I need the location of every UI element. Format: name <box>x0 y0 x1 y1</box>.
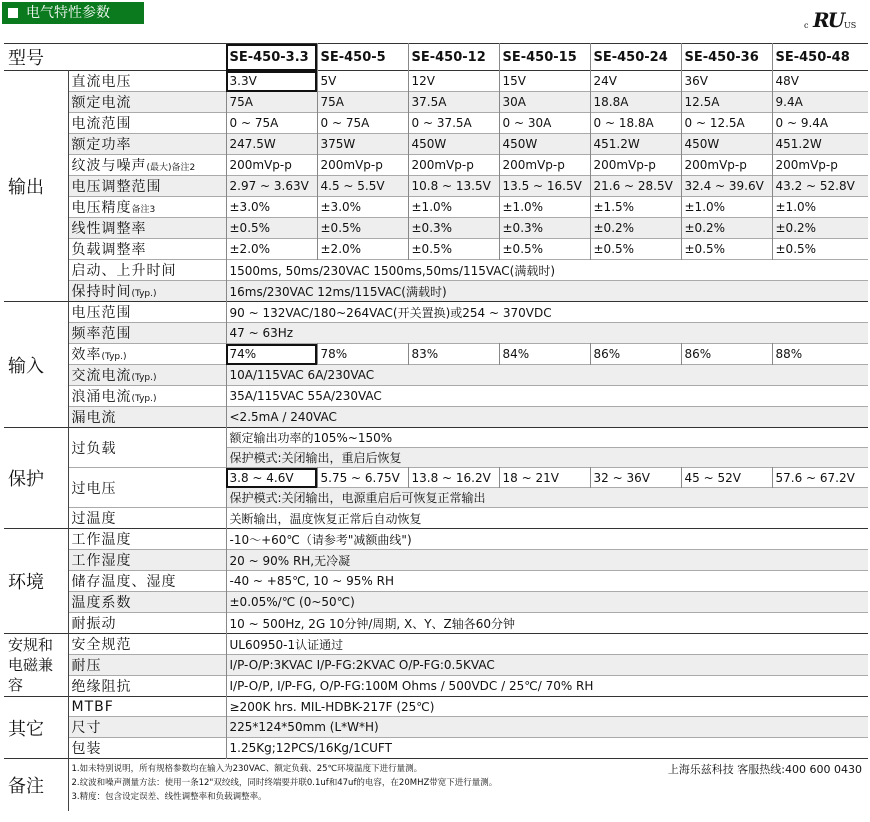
tolerance-value: ±1.0% <box>499 197 590 218</box>
overvoltage-value: 32 ~ 36V <box>590 468 681 488</box>
ripple-value: 200mVp-p <box>772 155 868 176</box>
model-name: SE-450-15 <box>499 44 590 71</box>
load-reg-value: ±0.5% <box>499 239 590 260</box>
mtbf-label <box>68 697 226 717</box>
dimension-value: 225*124*50mm (L*W*H) <box>226 717 868 738</box>
note-line: 2.纹波和噪声测量方法：使用一条12"双绞线，同时终端要并联0.1uf和47uf的电容，在20MHZ带宽下进行量测。 <box>71 778 498 788</box>
current-range-value: 0 ~ 9.4A <box>772 113 868 134</box>
work-humidity-label <box>68 550 226 571</box>
frequency-range-label-text: 频率范围 <box>71 326 132 342</box>
load-reg-label <box>68 239 226 260</box>
table-row <box>4 717 868 738</box>
table-row <box>4 134 868 155</box>
isolation-resistance-label-text: 绝缘阻抗 <box>71 679 132 695</box>
safety-standards-label <box>68 634 226 655</box>
overload-mode: 保护模式:关闭输出，重启后恢复 <box>226 448 868 468</box>
setup-time-label-text: 启动、上升时间 <box>71 263 177 279</box>
load-reg-value: ±0.5% <box>681 239 772 260</box>
table-row <box>4 197 868 218</box>
dimension-label <box>68 717 226 738</box>
table-row <box>4 302 868 323</box>
table-row <box>4 407 868 428</box>
ripple-label-note: (最大)备注2 <box>146 163 196 173</box>
rated-power-value: 450W <box>408 134 499 155</box>
line-reg-value: ±0.2% <box>681 218 772 239</box>
line-reg-label-text: 线性调整率 <box>71 221 147 237</box>
voltage-adj-value: 32.4 ~ 39.6V <box>681 176 772 197</box>
load-reg-value: ±0.5% <box>408 239 499 260</box>
table-row <box>4 697 868 717</box>
tolerance-label <box>68 197 226 218</box>
note-line: 3.精度：包含设定误差、线性调整率和负载调整率。 <box>71 792 267 802</box>
leakage-current-label-text: 漏电流 <box>71 410 117 426</box>
setup-time-value: 1500ms, 50ms/230VAC 1500ms,50ms/115VAC(满载时) <box>226 260 868 281</box>
setup-time-label <box>68 260 226 281</box>
overvoltage-value: 57.6 ~ 67.2V <box>772 468 868 488</box>
inrush-current-label-text: 浪涌电流 <box>71 389 132 405</box>
dc-voltage-value: 24V <box>590 71 681 92</box>
rated-current-value: 30A <box>499 92 590 113</box>
load-reg-value: ±2.0% <box>317 239 408 260</box>
current-range-value: 0 ~ 12.5A <box>681 113 772 134</box>
table-row <box>4 176 868 197</box>
overvoltage-value: 18 ~ 21V <box>499 468 590 488</box>
service-hotline: 上海乐兹科技 客服热线:400 600 0430 <box>667 763 862 776</box>
rated-current-label <box>68 92 226 113</box>
overload-label <box>68 428 226 468</box>
current-range-value: 0 ~ 75A <box>317 113 408 134</box>
overvoltage-value: 13.8 ~ 16.2V <box>408 468 499 488</box>
efficiency-value: 86% <box>681 344 772 365</box>
isolation-resistance-value: I/P-O/P, I/P-FG, O/P-FG:100M Ohms / 500VDC / 25℃/ 70% RH <box>226 676 868 697</box>
current-range-value: 0 ~ 30A <box>499 113 590 134</box>
rated-current-label-text: 额定电流 <box>71 95 132 111</box>
leakage-current-value: <2.5mA / 240VAC <box>226 407 868 428</box>
table-row <box>4 323 868 344</box>
table-row <box>4 571 868 592</box>
rated-current-value: 9.4A <box>772 92 868 113</box>
table-row <box>4 113 868 134</box>
voltage-adj-value: 4.5 ~ 5.5V <box>317 176 408 197</box>
tolerance-label-text: 电压精度 <box>71 200 132 216</box>
rated-current-value: 75A <box>317 92 408 113</box>
rated-power-value: 451.2W <box>590 134 681 155</box>
voltage-adj-value: 13.5 ~ 16.5V <box>499 176 590 197</box>
temp-coeff-value: ±0.05%/℃ (0~50℃) <box>226 592 868 613</box>
table-row <box>4 738 868 759</box>
work-temp-value: -10～+60℃（请参考"减额曲线") <box>226 529 868 550</box>
ripple-label <box>68 155 226 176</box>
table-row <box>4 529 868 550</box>
model-name: SE-450-12 <box>408 44 499 71</box>
dimension-label-text: 尺寸 <box>71 720 102 736</box>
overtemp-value: 关断输出，温度恢复正常后自动恢复 <box>226 508 868 529</box>
isolation-resistance-label <box>68 676 226 697</box>
dc-voltage-value: 15V <box>499 71 590 92</box>
category-notes: 备注 <box>4 759 68 811</box>
model-name: SE-450-36 <box>681 44 772 71</box>
ripple-value: 200mVp-p <box>590 155 681 176</box>
current-range-value: 0 ~ 18.8A <box>590 113 681 134</box>
current-range-value: 0 ~ 37.5A <box>408 113 499 134</box>
line-reg-value: ±0.3% <box>499 218 590 239</box>
temp-coeff-label <box>68 592 226 613</box>
current-range-value: 0 ~ 75A <box>226 113 317 134</box>
square-icon <box>8 8 18 18</box>
table-row <box>4 676 868 697</box>
packing-label <box>68 738 226 759</box>
voltage-adj-value: 43.2 ~ 52.8V <box>772 176 868 197</box>
ripple-label-text: 纹波与噪声 <box>71 158 147 174</box>
efficiency-value: 83% <box>408 344 499 365</box>
voltage-adj-label-text: 电压调整范围 <box>71 179 162 195</box>
packing-label-text: 包装 <box>71 741 102 757</box>
withstand-voltage-label-text: 耐压 <box>71 658 102 674</box>
tolerance-value: ±3.0% <box>317 197 408 218</box>
ac-current-label-text: 交流电流 <box>71 368 132 384</box>
packing-value: 1.25Kg;12PCS/16Kg/1CUFT <box>226 738 868 759</box>
table-row <box>4 613 868 634</box>
spec-table <box>4 43 868 811</box>
efficiency-label-text: 效率 <box>71 347 102 363</box>
rated-power-value: 247.5W <box>226 134 317 155</box>
ripple-value: 200mVp-p <box>317 155 408 176</box>
table-row <box>4 655 868 676</box>
current-range-label <box>68 113 226 134</box>
category-environment: 环境 <box>4 529 68 634</box>
input-voltage-range-value: 90 ~ 132VAC/180~264VAC(开关置换)或254 ~ 370VDC <box>226 302 868 323</box>
category-input: 输入 <box>4 302 68 428</box>
line-reg-value: ±0.5% <box>317 218 408 239</box>
rated-power-label-text: 额定功率 <box>71 137 132 153</box>
table-row <box>4 281 868 302</box>
tolerance-value: ±1.0% <box>681 197 772 218</box>
overvoltage-mode: 保护模式:关闭输出，电源重启后可恢复正常输出 <box>226 488 868 508</box>
category-others: 其它 <box>4 697 68 759</box>
efficiency-value: 78% <box>317 344 408 365</box>
section-title: 电气特性参数 <box>26 5 110 21</box>
ac-current-value: 10A/115VAC 6A/230VAC <box>226 365 868 386</box>
safety-standards-label-text: 安全规范 <box>71 637 132 653</box>
category-safety: 安规和 电磁兼容 <box>4 634 68 697</box>
rated-power-value: 451.2W <box>772 134 868 155</box>
table-row <box>4 592 868 613</box>
line-reg-value: ±0.2% <box>772 218 868 239</box>
load-reg-value: ±2.0% <box>226 239 317 260</box>
overload-value: 额定输出功率的105%~150% <box>226 428 868 448</box>
table-row <box>4 508 868 529</box>
voltage-adj-value: 21.6 ~ 28.5V <box>590 176 681 197</box>
temp-coeff-label-text: 温度系数 <box>71 595 132 611</box>
load-reg-label-text: 负载调整率 <box>71 242 147 258</box>
withstand-voltage-value: I/P-O/P:3KVAC I/P-FG:2KVAC O/P-FG:0.5KVAC <box>226 655 868 676</box>
efficiency-value: 84% <box>499 344 590 365</box>
dc-voltage-value: 12V <box>408 71 499 92</box>
overvoltage-label-text: 过电压 <box>71 480 117 497</box>
overvoltage-label <box>68 468 226 508</box>
table-row <box>4 634 868 655</box>
rated-current-value: 75A <box>226 92 317 113</box>
overtemp-label-text: 过温度 <box>71 511 117 527</box>
table-row <box>4 71 868 92</box>
frequency-range-value: 47 ~ 63Hz <box>226 323 868 344</box>
storage-label <box>68 571 226 592</box>
rated-current-value: 37.5A <box>408 92 499 113</box>
tolerance-label-note: 备注3 <box>131 205 156 215</box>
rated-power-value: 375W <box>317 134 408 155</box>
load-reg-value: ±0.5% <box>772 239 868 260</box>
safety-standards-value: UL60950-1认证通过 <box>226 634 868 655</box>
rated-current-value: 12.5A <box>681 92 772 113</box>
table-row <box>4 155 868 176</box>
tolerance-value: ±1.0% <box>408 197 499 218</box>
dc-voltage-value: 5V <box>317 71 408 92</box>
voltage-adj-label <box>68 176 226 197</box>
section-title-badge <box>2 2 144 24</box>
dc-voltage-value: 48V <box>772 71 868 92</box>
efficiency-label-note: (Typ.) <box>101 352 127 362</box>
table-row <box>4 92 868 113</box>
table-row <box>4 759 868 811</box>
overload-label-text: 过负载 <box>71 440 117 457</box>
dc-voltage-value: 3.3V <box>226 71 317 92</box>
frequency-range-label <box>68 323 226 344</box>
load-reg-value: ±0.5% <box>590 239 681 260</box>
table-row <box>4 344 868 365</box>
efficiency-value: 88% <box>772 344 868 365</box>
work-temp-label <box>68 529 226 550</box>
vibration-label-text: 耐振动 <box>71 616 117 632</box>
ripple-value: 200mVp-p <box>226 155 317 176</box>
hold-time-label <box>68 281 226 302</box>
rated-current-value: 18.8A <box>590 92 681 113</box>
work-temp-label-text: 工作温度 <box>71 532 132 548</box>
ripple-value: 200mVp-p <box>408 155 499 176</box>
rated-power-value: 450W <box>499 134 590 155</box>
efficiency-value: 86% <box>590 344 681 365</box>
overvoltage-value: 5.75 ~ 6.75V <box>317 468 408 488</box>
table-row <box>4 44 868 71</box>
mtbf-value: ≥200K hrs. MIL-HDBK-217F (25℃) <box>226 697 868 717</box>
input-voltage-range-label <box>68 302 226 323</box>
dc-voltage-label-text: 直流电压 <box>71 74 132 90</box>
model-name: SE-450-48 <box>772 44 868 71</box>
dc-voltage-value: 36V <box>681 71 772 92</box>
table-row <box>4 365 868 386</box>
model-name: SE-450-24 <box>590 44 681 71</box>
line-reg-value: ±0.2% <box>590 218 681 239</box>
storage-value: -40 ~ +85℃, 10 ~ 95% RH <box>226 571 868 592</box>
efficiency-label <box>68 344 226 365</box>
voltage-adj-value: 10.8 ~ 13.5V <box>408 176 499 197</box>
line-reg-value: ±0.5% <box>226 218 317 239</box>
note-line: 1.如未特别说明，所有规格参数均在输入为230VAC、额定负载、25℃环境温度下进行量测。 <box>71 764 423 774</box>
ac-current-label <box>68 365 226 386</box>
overtemp-label <box>68 508 226 529</box>
table-row <box>4 550 868 571</box>
ripple-value: 200mVp-p <box>681 155 772 176</box>
line-reg-value: ±0.3% <box>408 218 499 239</box>
overvoltage-value: 3.8 ~ 4.6V <box>226 468 317 488</box>
leakage-current-label <box>68 407 226 428</box>
table-row <box>4 428 868 448</box>
hold-time-label-text: 保持时间 <box>71 284 132 300</box>
category-output: 输出 <box>4 71 68 302</box>
table-row <box>4 218 868 239</box>
inrush-current-value: 35A/115VAC 55A/230VAC <box>226 386 868 407</box>
table-row <box>4 260 868 281</box>
inrush-current-label-note: (Typ.) <box>131 394 157 404</box>
storage-label-text: 储存温度、湿度 <box>71 574 177 590</box>
model-label: 型号 <box>4 44 226 71</box>
vibration-label <box>68 613 226 634</box>
notes-block <box>68 759 868 811</box>
current-range-label-text: 电流范围 <box>71 116 132 132</box>
model-name: SE-450-3.3 <box>226 44 317 71</box>
tolerance-value: ±1.5% <box>590 197 681 218</box>
hold-time-value: 16ms/230VAC 12ms/115VAC(满载时) <box>226 281 868 302</box>
work-humidity-value: 20 ~ 90% RH,无冷凝 <box>226 550 868 571</box>
input-voltage-range-label-text: 电压范围 <box>71 305 132 321</box>
line-reg-label <box>68 218 226 239</box>
work-humidity-label-text: 工作湿度 <box>71 553 132 569</box>
table-row <box>4 239 868 260</box>
tolerance-value: ±1.0% <box>772 197 868 218</box>
ac-current-label-note: (Typ.) <box>131 373 157 383</box>
dc-voltage-label <box>68 71 226 92</box>
vibration-value: 10 ~ 500Hz, 2G 10分钟/周期, X、Y、Z轴各60分钟 <box>226 613 868 634</box>
mtbf-label-text: MTBF <box>71 698 114 715</box>
rated-power-label <box>68 134 226 155</box>
overvoltage-value: 45 ~ 52V <box>681 468 772 488</box>
model-name: SE-450-5 <box>317 44 408 71</box>
inrush-current-label <box>68 386 226 407</box>
table-row <box>4 386 868 407</box>
efficiency-value: 74% <box>226 344 317 365</box>
table-row <box>4 468 868 488</box>
tolerance-value: ±3.0% <box>226 197 317 218</box>
withstand-voltage-label <box>68 655 226 676</box>
ul-cert-logo: c RU US <box>804 8 857 32</box>
category-protection: 保护 <box>4 428 68 529</box>
voltage-adj-value: 2.97 ~ 3.63V <box>226 176 317 197</box>
rated-power-value: 450W <box>681 134 772 155</box>
hold-time-label-note: (Typ.) <box>131 289 157 299</box>
ripple-value: 200mVp-p <box>499 155 590 176</box>
